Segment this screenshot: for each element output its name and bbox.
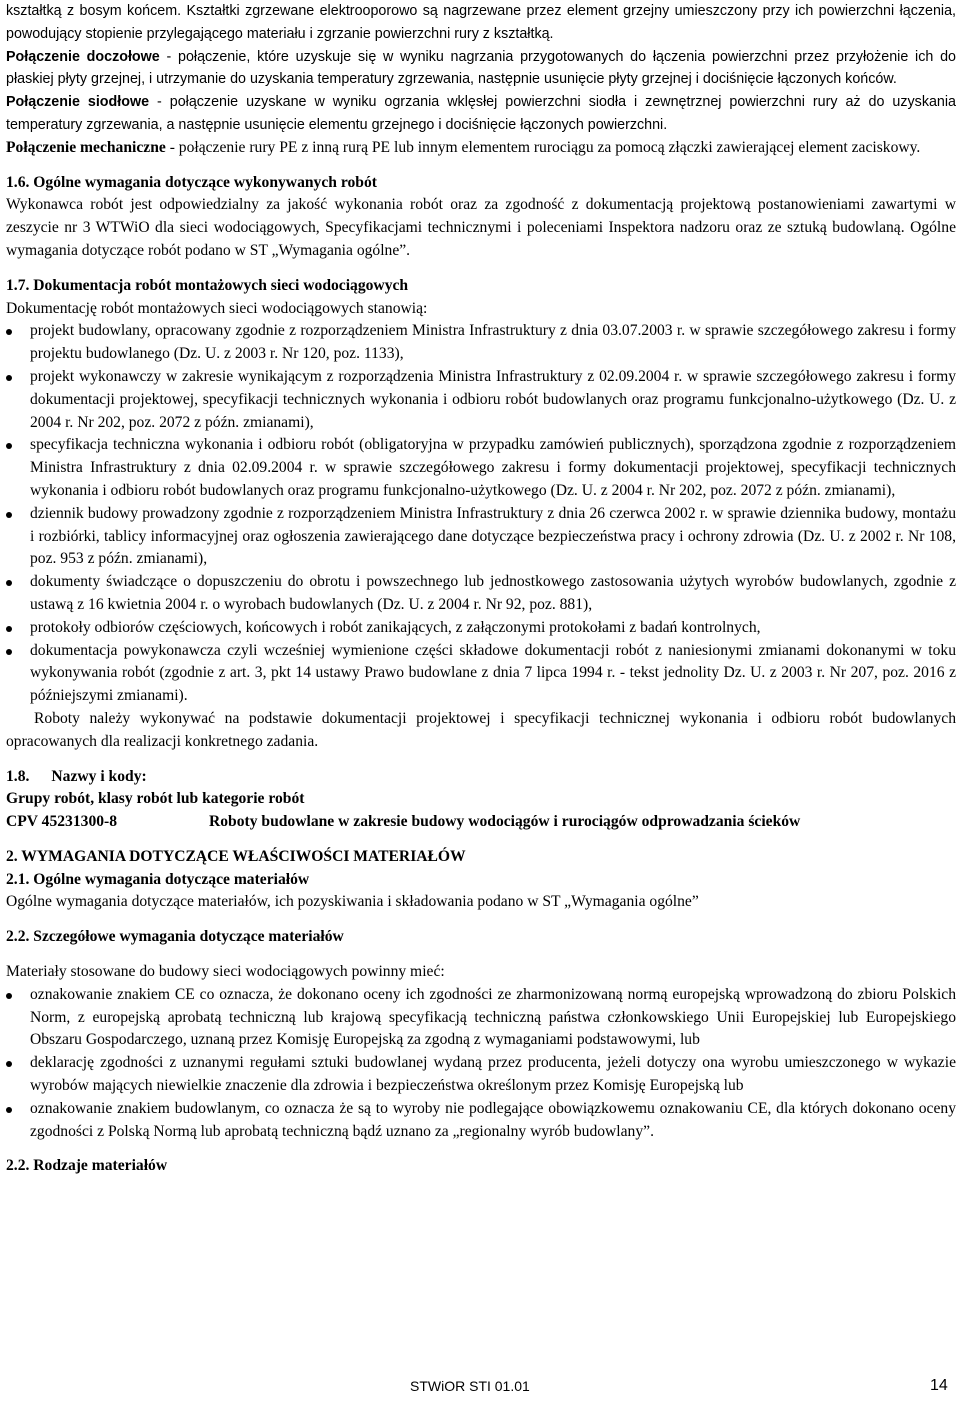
list-item: projekt wykonawczy w zakresie wynikającym z rozporządzenia Ministra Infrastruktury z 02.09.2004 r. w sprawie szczegółowego zakresu i formy dokumentacji projektowej, specyfikacji technicznych wykonania i odbioru robót budowlanych oraz programu funkcjonalno-użytkowego (Dz. U. z 2004 r. Nr 202, poz. 2072 z późn. zmianami),	[6, 366, 956, 434]
list-item: specyfikacja techniczna wykonania i odbioru robót (obligatoryjna w przypadku zamówień publicznych), sporządzona zgodnie z rozporządzeniem Ministra Infrastruktury z dnia 02.09.2004 r. w sprawie szczegółowego zakresu i formy dokumentacji projektowej, specyfikacji technicznych wykonania i odbioru robót budowlanych oraz programu funkcjonalno-użytkowego (Dz. U. z 2004 r. Nr 202, poz. 2072 z późn. zmianami),	[6, 434, 956, 502]
definition-text: - połączenie, które uzyskuje się w wyniku nagrzania przygotowanych do łączenia powierzchni przez przyłożenie ich do płaskiej płyty grzejnej, i utrzymanie do uzyskania temperatury zgrzewania, następnie usunięcie płyty grzejnej i dociśnięcie łączonych końców.	[6, 48, 956, 88]
materials-list	[6, 984, 956, 1144]
definition-term: Połączenie siodłowe	[6, 94, 150, 111]
definition-butt-weld	[6, 46, 956, 92]
section-2-2b-heading: 2.2. Rodzaje materiałów	[6, 1157, 168, 1175]
list-item: oznakowanie znakiem CE co oznacza, że dokonano oceny ich zgodności ze zharmonizowaną normą europejską wprowadzoną do zbioru Polskich Norm, z europejską aprobatą techniczną lub krajową specyfikacją techniczną państwa członkowskiego Unii Europejskiej lub Europejskiego Obszaru Gospodarczego, uznaną przez Komisję Europejską za zgodną z wymaganiami podstawowymi, lub	[6, 984, 956, 1052]
section-title: Nazwy i kody:	[51, 767, 147, 785]
section-1-7-heading: 1.7. Dokumentacja robót montażowych sieci wodociągowych	[6, 276, 409, 294]
list-item: dziennik budowy prowadzony zgodnie z rozporządzeniem Ministra Infrastruktury z dnia 26 czerwca 2002 r. w sprawie dziennika budowy, montażu i rozbiórki, tablicy informacyjnej oraz ogłoszenia zawierającego dane dotyczące bezpieczeństwa pracy i ochrony zdrowia (Dz. U. z 2002 r. Nr 108, poz. 953 z późn. zmianami),	[6, 503, 956, 571]
definition-term: Połączenie doczołowe	[6, 48, 160, 65]
document-id: STWiOR STI 01.01	[410, 1378, 530, 1394]
bullet-icon	[6, 1107, 12, 1113]
bullet-icon	[6, 443, 12, 449]
definition-saddle-weld	[6, 91, 956, 137]
document-page	[6, 0, 956, 1178]
bullet-icon	[6, 1061, 12, 1067]
section-1-6-text: Wykonawca robót jest odpowiedzialny za jakość wykonania robót oraz za zgodność z dokumentacją projektową postanowieniami zawartymi w zeszycie nr 3 WTWiO dla sieci wodociągowych, Specyfikacjami technicznymi i poleceniami Inspektora nadzoru oraz ze sztuką budowlaną. Ogólne wymagania dotyczące robót podano w ST „Wymagania ogólne”.	[6, 196, 956, 259]
page-number: 14	[930, 1377, 948, 1394]
page-footer	[0, 1378, 960, 1400]
bullet-icon	[6, 649, 12, 655]
bullet-icon	[6, 375, 12, 381]
definition-text: - połączenie uzyskane w wyniku ogrzania wklęsłej powierzchni siodła i zewnętrznej powierzchni rury aż do uzyskania temperatury zgrzewania, a następnie usunięcie elementu grzejnego i dociśnięcie łączonych powierzchni.	[6, 94, 956, 133]
intro-paragraph: kształtką z bosym końcem. Kształtki zgrzewane elektrooporowo są nagrzewane przez element grzejny umieszczony przy ich powierzchni łączenia, powodujący stopienie przylegającego materiału i zgrzanie powierzchni rury z kształtką.	[6, 3, 956, 42]
definition-mechanical-joint	[6, 137, 956, 160]
section-2-heading: 2. WYMAGANIA DOTYCZĄCE WŁAŚCIWOŚCI MATERIAŁÓW	[6, 847, 466, 865]
bullet-icon	[6, 993, 12, 999]
list-item: deklarację zgodności z uznanymi regułami sztuki budowlanej wydaną przez producenta, jeżeli dotyczy ona wyrobu umieszczonego w wykazie wyrobów mających niewielkie znaczenie dla zdrowia i bezpieczeństwa określonym przez Komisję Europejską lub	[6, 1052, 956, 1098]
cpv-description: Roboty budowlane w zakresie budowy wodociągów i rurociągów odprowadzania ścieków	[209, 813, 801, 831]
list-item: oznakowanie znakiem budowlanym, co oznacza że są to wyroby nie podlegające obowiązkowemu oznakowaniu CE, dla których dokonano oceny zgodności z Polską Normą lub aprobatą techniczną bądź uznano za „regionalny wyrób budowlany”.	[6, 1098, 956, 1144]
bullet-icon	[6, 512, 12, 518]
bullet-icon	[6, 580, 12, 586]
definition-text: - połączenie rury PE z inną rurą PE lub innym elementem rurociągu za pomocą złączki zawierającej element zaciskowy.	[165, 138, 921, 156]
list-item: dokumenty świadczące o dopuszczeniu do obrotu i powszechnego lub jednostkowego zastosowania użytych wyrobów budowlanych, zgodnie z ustawą z 16 kwietnia 2004 r. o wyrobach budowlanych (Dz. U. z 2004 r. Nr 92, poz. 881),	[6, 571, 956, 617]
section-1-6-heading: 1.6. Ogólne wymagania dotyczące wykonywanych robót	[6, 173, 377, 191]
list-item: dokumentacja powykonawcza czyli wcześniej wymienione części składowe dokumentacji robót z naniesionymi zmianami dokonanymi w toku wykonywania robót (zgodnie z art. 3, pkt 14 ustawy Prawo budowlane z dnia 7 lipca 1994 r. - tekst jednolity Dz. U. z 2003 r. Nr 207, poz. 2016 z późniejszymi zmianami).	[6, 640, 956, 708]
section-1-8-heading	[6, 766, 956, 789]
definition-term: Połączenie mechaniczne	[6, 138, 166, 156]
section-2-2-intro: Materiały stosowane do budowy sieci wodociągowych powinny mieć:	[6, 963, 445, 981]
bullet-icon	[6, 329, 12, 335]
section-1-8-subheading: Grupy robót, klasy robót lub kategorie robót	[6, 790, 305, 808]
section-number: 1.8.	[6, 767, 30, 785]
bullet-icon	[6, 626, 12, 632]
section-1-7-closing: Roboty należy wykonywać na podstawie dokumentacji projektowej i specyfikacji technicznej wykonania i odbioru robót budowlanych opracowanych dla realizacji konkretnego zadania.	[6, 709, 956, 750]
documentation-list	[6, 320, 956, 708]
list-item: protokoły odbiorów częściowych, końcowych i robót zanikających, z załączonymi protokołami z badań kontrolnych,	[6, 617, 956, 640]
section-1-7-intro: Dokumentację robót montażowych sieci wodociągowych stanowią:	[6, 299, 428, 317]
cpv-code: CPV 45231300-8	[6, 813, 118, 831]
list-item: projekt budowlany, opracowany zgodnie z rozporządzeniem Ministra Infrastruktury z dnia 03.07.2003 r. w sprawie szczegółowego zakresu i formy projektu budowlanego (Dz. U. z 2003 r. Nr 120, poz. 1133),	[6, 320, 956, 366]
cpv-row	[6, 811, 956, 834]
section-2-1-text: Ogólne wymagania dotyczące materiałów, ich pozyskiwania i składowania podano w ST „Wymagania ogólne”	[6, 893, 699, 911]
section-2-1-heading: 2.1. Ogólne wymagania dotyczące materiałów	[6, 870, 310, 888]
section-2-2-heading: 2.2. Szczegółowe wymagania dotyczące materiałów	[6, 928, 344, 946]
